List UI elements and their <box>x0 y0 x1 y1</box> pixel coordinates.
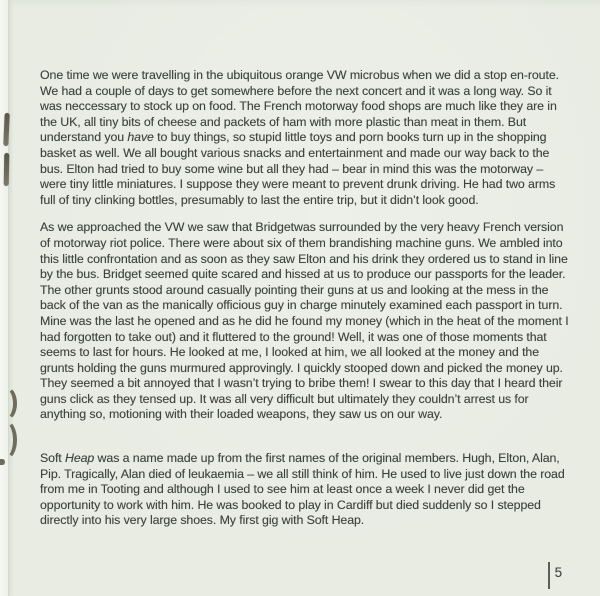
page-number-divider <box>548 562 550 589</box>
text-segment: As we approached the VW we saw that Bridgetwas surrounded by the very heavy French version of motorway riot police. There were about six of them brandishing machine guns. We ambled into this little confrontation and as soon as they saw Elton and his drink they ordered us to stand in line by the bus. Bridget seemed quite scared and hissed at us to produce our passports for the leader. The other grunts stood around casually pointing their guns at us and looking at the mess in the back of the van as the manically officious guy in charge minutely examined each passport in turn. Mine was the last he opened and as he did he found my money (which in the heat of the moment I had forgotten to take out) and it fluttered to the ground! Well, it was one of those moments that seems to last for hours. He looked at me, I looked at him, we all looked at the money and the grunts holding the guns murmured approvingly. I quickly stooped down and picked the money up. They seemed a bit annoyed that I wasn’t trying to bribe them! I swear to this day that I heard their guns click as they tensed up. It was all very difficult but ultimately they couldn’t arrest us for anything so, motioning with their loaded weapons, they saw us on our way. <box>40 220 569 422</box>
staple-mark <box>0 459 5 465</box>
staple-mark <box>4 153 10 186</box>
text-segment: to buy things, so stupid little toys and porn books turn up in the shopping basket as well. We all bought various snacks and entertainment and made our way back to the bus. Elton had tried to buy some wine but all they had – bear in mind this was the motorway – were tiny little miniatures. I suppose they were meant to prevent drunk driving. He had two arms full of tiny clinking bottles, presumably to last the entire trip, but it didn’t look good. <box>40 130 556 207</box>
paragraph-1 <box>40 68 570 208</box>
paragraph-2 <box>40 220 570 423</box>
page-number: 5 <box>554 565 563 580</box>
text-block <box>40 68 570 529</box>
text-segment: was a name made up from the first names of the original members. Hugh, Elton, Alan, Pip. Tragically, Alan died of leukaemia – we all still think of him. He used to live just down the road from me in Tooting and although I used to see him at least once a week I never did get the opportunity to work with him. He was booked to play in Cardiff but died suddenly so I stepped directly into his very large shoes. My first gig with Soft Heap. <box>40 451 565 528</box>
staple-mark <box>0 420 17 460</box>
text-segment-italic: have <box>127 130 154 145</box>
text-segment: Soft <box>40 451 65 466</box>
page-footer <box>548 562 562 589</box>
paragraph-3 <box>40 451 570 529</box>
page-edge-crease <box>0 0 9 596</box>
text-segment-italic: Heap <box>64 451 95 466</box>
staple-mark <box>0 386 17 421</box>
text-segment: One time we were travelling in the ubiquitous orange VW microbus when we did a stop en-route. We had a couple of days to get somewhere before the next concert and it was a long way. So it was neccessary to stock up on food. The French motorway food shops are much like they are in the UK, all tiny bits of cheese and packets of ham with more plastic than meat in them. But understand you <box>40 68 559 145</box>
